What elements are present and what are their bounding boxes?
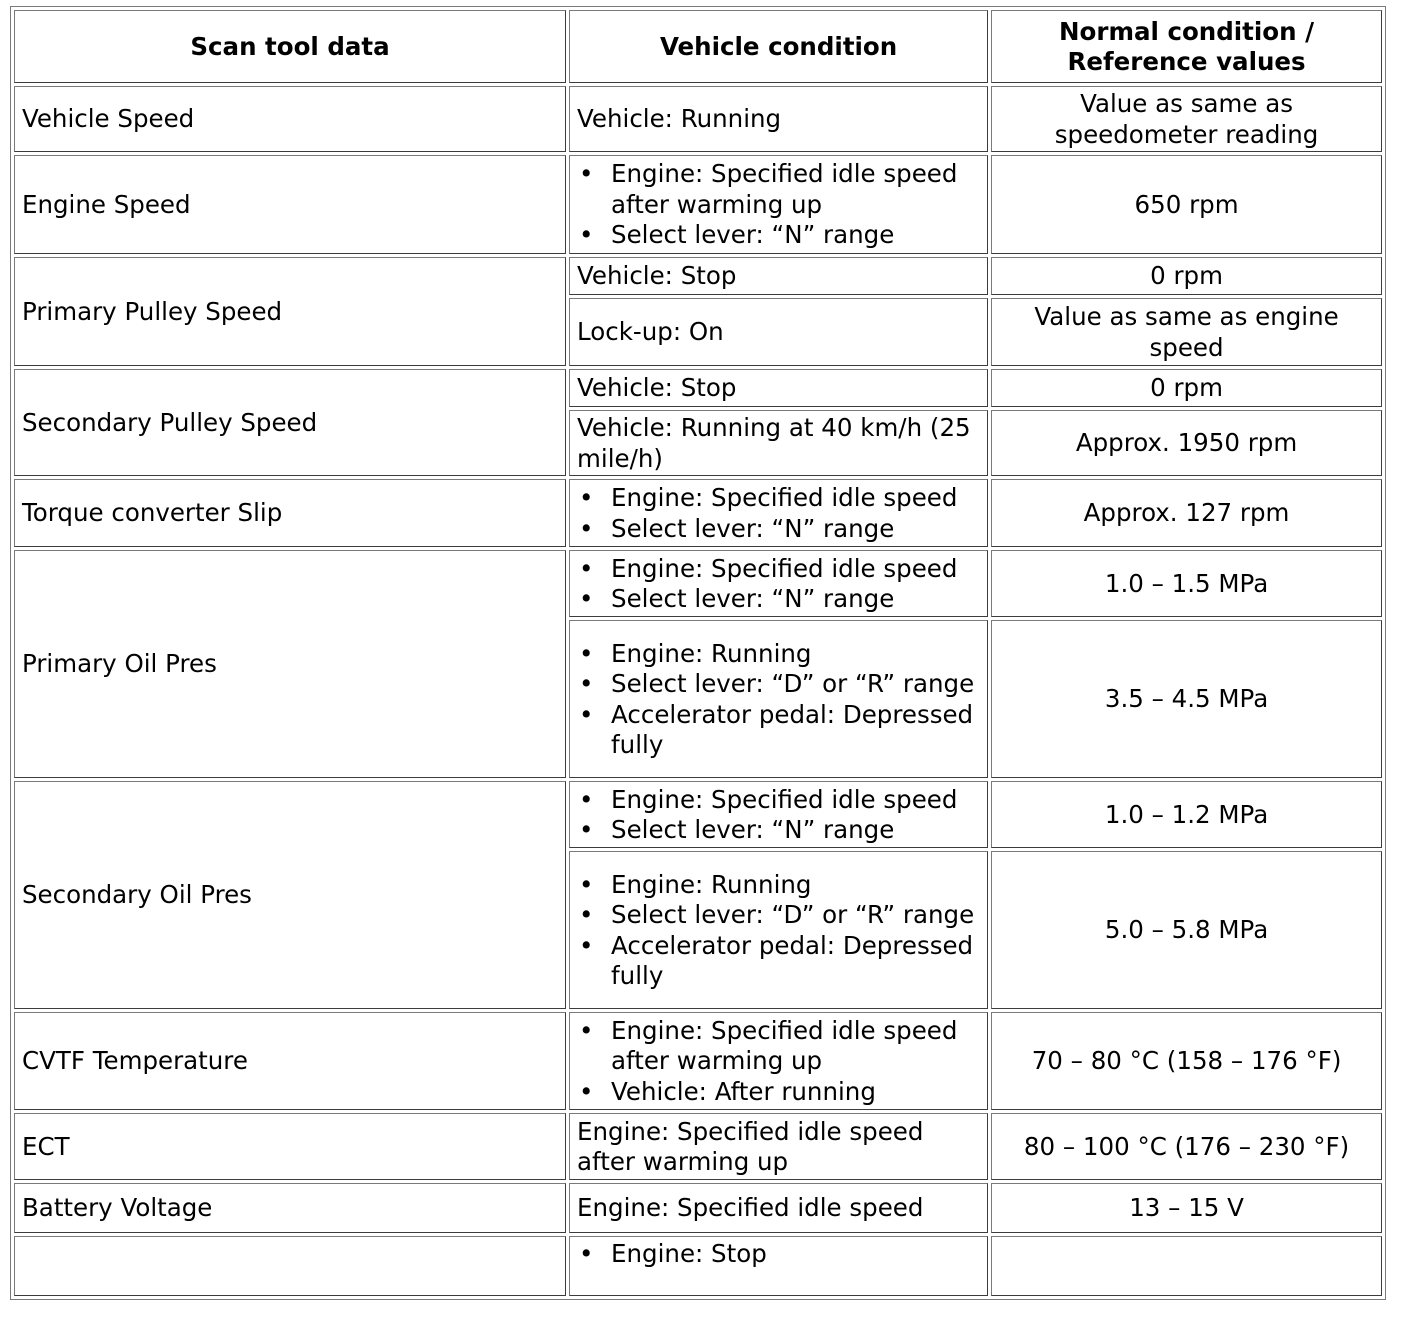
condition-bullet: • Engine: Specified idle speed: [577, 483, 980, 514]
item-cvtf-temperature: CVTF Temperature: [14, 1012, 566, 1110]
value-cell: 0 rpm: [991, 369, 1382, 407]
condition-bullet: • Select lever: “N” range: [577, 514, 980, 545]
condition-cell: [569, 1236, 988, 1296]
condition-cell: [569, 781, 988, 848]
condition-bullet: • Select lever: “D” or “R” range: [577, 900, 980, 931]
header-reference-values: [991, 10, 1382, 83]
condition-bullet: • Accelerator pedal: Depressed fully: [577, 931, 980, 992]
item-ect: ECT: [14, 1113, 566, 1180]
condition-cell: Engine: Specified idle speed after warming up: [569, 1113, 988, 1180]
condition-cell: Vehicle: Running at 40 km/h (25 mile/h): [569, 410, 988, 476]
header-reference-line-2: Reference values: [1067, 47, 1306, 76]
value-cell: Value as same as engine speed: [991, 298, 1382, 366]
value-cell: 1.0 – 1.2 MPa: [991, 781, 1382, 848]
condition-bullet: • Vehicle: After running: [577, 1077, 980, 1108]
condition-bullet: • Engine: Specified idle speed: [577, 554, 980, 585]
condition-bullet: • Engine: Stop: [577, 1239, 980, 1270]
condition-bullet: • Accelerator pedal: Depressed fully: [577, 700, 980, 761]
value-cell: Approx. 1950 rpm: [991, 410, 1382, 476]
condition-cell: Vehicle: Stop: [569, 369, 988, 407]
condition-cell: [569, 851, 988, 1009]
condition-list: [577, 554, 980, 615]
value-cell: 5.0 – 5.8 MPa: [991, 851, 1382, 1009]
condition-cell: [569, 550, 988, 617]
condition-list: [577, 785, 980, 846]
table-row: [14, 479, 1382, 547]
item-cell-partial: [14, 1236, 566, 1296]
item-engine-speed: Engine Speed: [14, 155, 566, 254]
condition-list: [577, 870, 980, 992]
condition-list: [577, 639, 980, 761]
condition-bullet: • Engine: Running: [577, 639, 980, 670]
condition-bullet: • Select lever: “D” or “R” range: [577, 669, 980, 700]
table-row: [14, 86, 1382, 152]
value-cell: [991, 1236, 1382, 1296]
value-cell: 13 – 15 V: [991, 1183, 1382, 1233]
item-vehicle-speed: Vehicle Speed: [14, 86, 566, 152]
condition-bullet: • Engine: Specified idle speed after warming up: [577, 159, 980, 220]
condition-cell: [569, 1012, 988, 1110]
table-row: [14, 781, 1382, 848]
header-reference-line-1: Normal condition /: [1059, 16, 1315, 46]
value-cell: 1.0 – 1.5 MPa: [991, 550, 1382, 617]
header-scan-tool-data: Scan tool data: [14, 10, 566, 83]
value-cell: 80 – 100 °C (176 – 230 °F): [991, 1113, 1382, 1180]
scan-tool-data-table: [10, 6, 1386, 1300]
item-primary-pulley-speed: Primary Pulley Speed: [14, 257, 566, 366]
condition-bullet: • Select lever: “N” range: [577, 815, 980, 846]
item-torque-converter-slip: Torque converter Slip: [14, 479, 566, 547]
condition-cell: [569, 479, 988, 547]
item-secondary-pulley-speed: Secondary Pulley Speed: [14, 369, 566, 476]
condition-bullet: • Engine: Running: [577, 870, 980, 901]
value-cell: 650 rpm: [991, 155, 1382, 254]
value-cell: 0 rpm: [991, 257, 1382, 295]
condition-bullet: • Engine: Specified idle speed: [577, 785, 980, 816]
condition-cell: Vehicle: Stop: [569, 257, 988, 295]
table-row: [14, 550, 1382, 617]
condition-list: [577, 1016, 980, 1108]
item-secondary-oil-pres: Secondary Oil Pres: [14, 781, 566, 1009]
condition-cell: Lock-up: On: [569, 298, 988, 366]
item-primary-oil-pres: Primary Oil Pres: [14, 550, 566, 778]
value-cell: 70 – 80 °C (158 – 176 °F): [991, 1012, 1382, 1110]
table-row: [14, 1012, 1382, 1110]
condition-cell: Engine: Specified idle speed: [569, 1183, 988, 1233]
table-row: [14, 369, 1382, 407]
header-row: [14, 10, 1382, 83]
condition-bullet: • Engine: Specified idle speed after warming up: [577, 1016, 980, 1077]
header-vehicle-condition: Vehicle condition: [569, 10, 988, 83]
table-row: [14, 1113, 1382, 1180]
table-row: [14, 1236, 1382, 1296]
condition-cell: Vehicle: Running: [569, 86, 988, 152]
condition-list: [577, 159, 980, 251]
table-row: [14, 257, 1382, 295]
value-cell: Value as same as speedometer reading: [991, 86, 1382, 152]
condition-cell: [569, 620, 988, 778]
value-cell: 3.5 – 4.5 MPa: [991, 620, 1382, 778]
table-row: [14, 155, 1382, 254]
table-row: [14, 1183, 1382, 1233]
condition-cell: [569, 155, 988, 254]
condition-bullet: • Select lever: “N” range: [577, 584, 980, 615]
condition-bullet: • Select lever: “N” range: [577, 220, 980, 251]
condition-list: [577, 483, 980, 544]
value-cell: Approx. 127 rpm: [991, 479, 1382, 547]
condition-list: [577, 1239, 980, 1270]
item-battery-voltage: Battery Voltage: [14, 1183, 566, 1233]
